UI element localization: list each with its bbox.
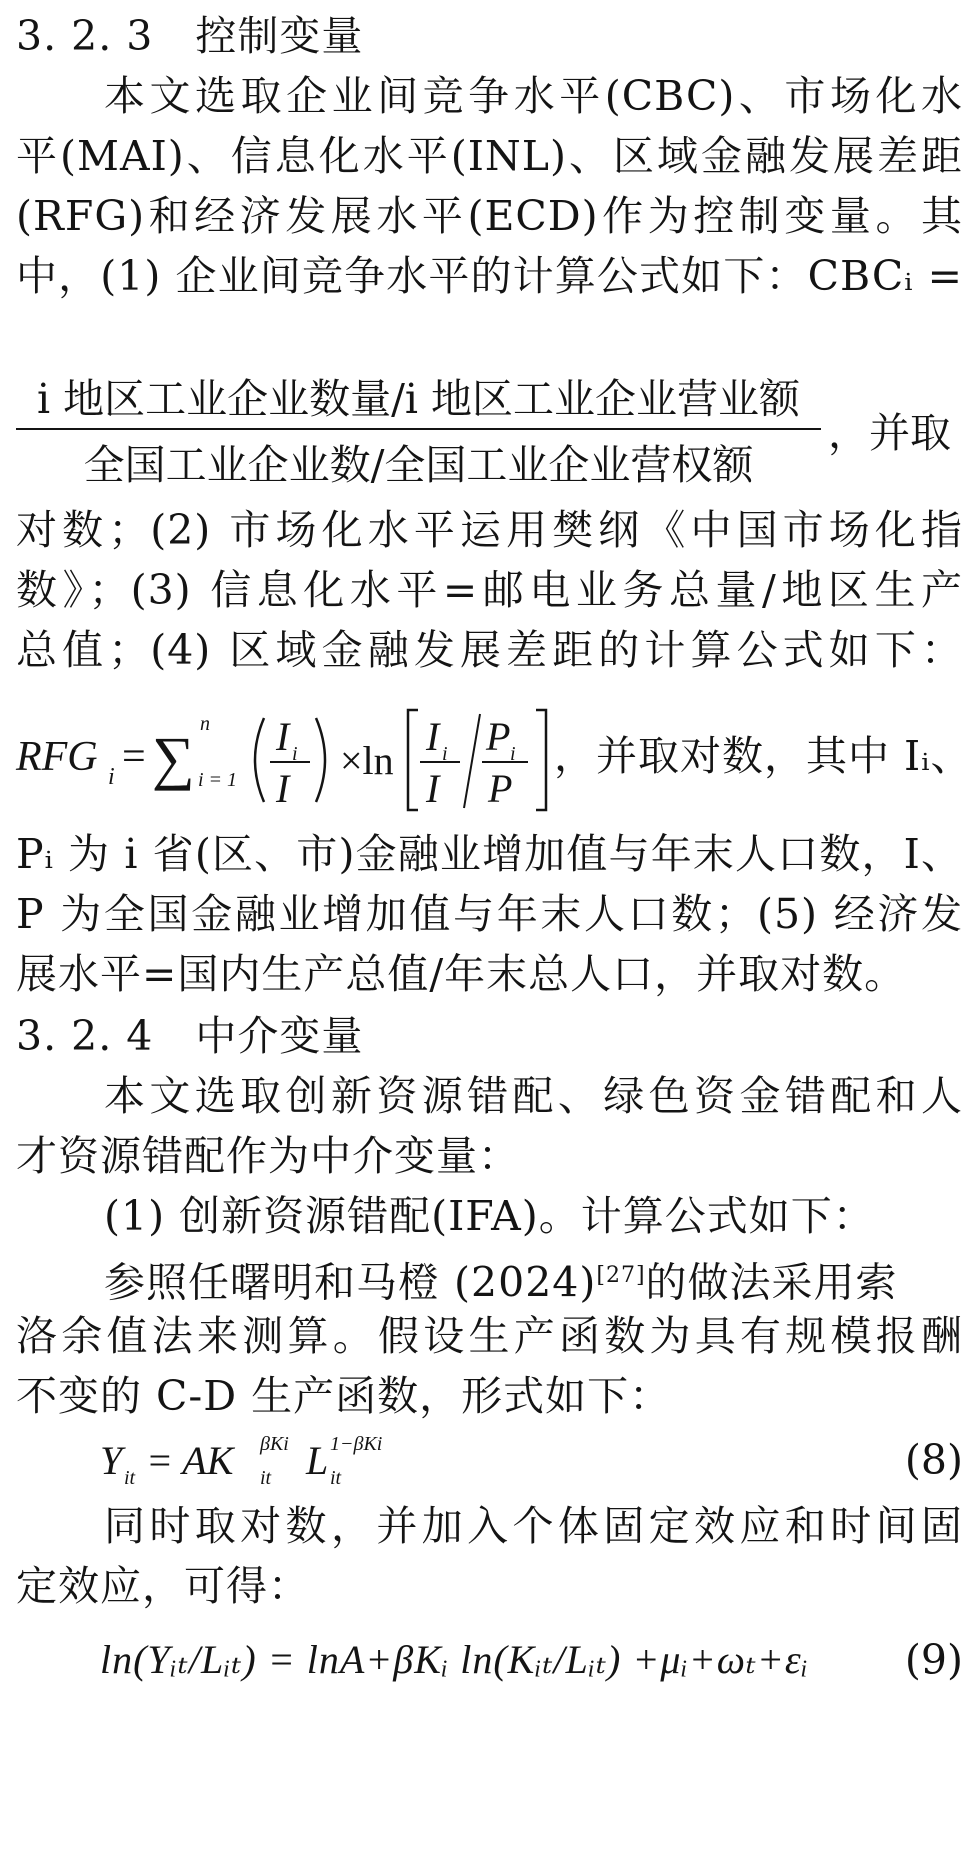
cbc-numerator: i 地区工业企业数量/i 地区工业企业营业额 [36,375,801,423]
sum-upper: n [200,713,210,735]
paragraph-line: 中，(1) 企业间竞争水平的计算公式如下：CBCᵢ = [16,252,963,300]
rfg-tail-text: ，并取对数，其中 Iᵢ、 [554,732,973,780]
paragraph-line: 洛余值法来测算。假设生产函数为具有规模报酬 [16,1312,963,1360]
frac2-den: I [426,766,440,811]
eq8-Y-sub: it [124,1467,136,1489]
paragraph-line: 总值；(4) 区域金融发展差距的计算公式如下： [16,626,963,674]
frac1-num: I [276,714,290,759]
right-bracket [536,710,546,810]
eq8-L: L [306,1438,329,1483]
equation-9: ln(Yᵢₜ/Lᵢₜ) = lnA+βKᵢ ln(Kᵢₜ/Lᵢₜ) +μᵢ+ωₜ+εᵢ [100,1637,809,1682]
left-paren [255,718,264,802]
rfg-lhs: RFG [16,734,98,780]
citation-text-cont: 的做法采用索 [645,1258,898,1307]
paragraph-line: 本文选取企业间竞争水平(CBC)、市场化水 [104,72,963,120]
section-heading-3-2-3: 3. 2. 3 控制变量 [16,12,364,60]
paragraph-line: 才资源错配作为中介变量： [16,1132,520,1180]
eq8-K-sub: it [260,1467,272,1489]
frac3-den: P [488,766,513,811]
slash [464,714,480,808]
cbc-denominator: 全国工业企业数/全国工业企业营权额 [83,441,754,489]
paragraph-line: 本文选取创新资源错配、绿色资金错配和人 [104,1072,963,1120]
frac2-num: I [426,714,440,759]
eq9-number: (9) [904,1636,963,1684]
eq8-K-sup: βKi [260,1433,289,1455]
eq8-number: (8) [904,1436,963,1484]
frac1-num-sub: i [292,743,298,765]
paragraph-line: 定效应，可得： [16,1562,310,1610]
eq8-L-sub: it [330,1467,342,1489]
paragraph-line: Pᵢ 为 i 省(区、市)金融业增加值与年末人口数，I、 [16,830,963,878]
paragraph-line: (1) 创新资源错配(IFA)。计算公式如下： [104,1192,875,1240]
fraction-bar [16,428,821,430]
section-heading-3-2-4: 3. 2. 4 中介变量 [16,1012,364,1060]
paragraph-line-citation [16,1246,963,1313]
left-bracket [408,710,418,810]
times-ln: ×ln [340,738,394,783]
citation-ref: [27] [596,1263,646,1288]
sum-lower: i = 1 [198,769,238,791]
paragraph-line: 平(MAI)、信息化水平(INL)、区域金融发展差距 [16,132,963,180]
right-paren [316,718,325,802]
paragraph-line: P 为全国金融业增加值与年末人口数；(5) 经济发 [16,890,963,938]
eq8-L-sup: 1−βKi [330,1433,383,1455]
frac2-num-sub: i [442,743,448,765]
equation-8 [100,1424,420,1494]
rfg-formula [12,690,572,820]
rfg-lhs-sub: i [108,764,115,790]
citation-text: 参照任曙明和马橙 (2024) [104,1258,597,1307]
paragraph-line: 对数；(2) 市场化水平运用樊纲《中国市场化指 [16,506,963,554]
paragraph-line: 数》；(3) 信息化水平=邮电业务总量/地区生产 [16,566,963,614]
paragraph-line: (RFG)和经济发展水平(ECD)作为控制变量。其 [16,192,963,240]
cbc-tail-text: ，并取 [828,409,951,457]
rfg-equals: = [122,734,146,780]
paragraph-line: 同时取对数，并加入个体固定效应和时间固 [104,1502,963,1550]
frac1-den: I [276,766,290,811]
eq8-eq-AK: = AK [146,1438,234,1483]
paragraph-line: 不变的 C-D 生产函数，形式如下： [16,1372,672,1420]
eq8-Y: Y [100,1438,123,1483]
sum-sign: ∑ [152,725,195,791]
paragraph-line: 展水平=国内生产总值/年末总人口，并取对数。 [16,950,907,998]
frac3-num: P [486,714,511,759]
cbc-fraction [16,362,951,489]
frac3-num-sub: i [510,743,516,765]
